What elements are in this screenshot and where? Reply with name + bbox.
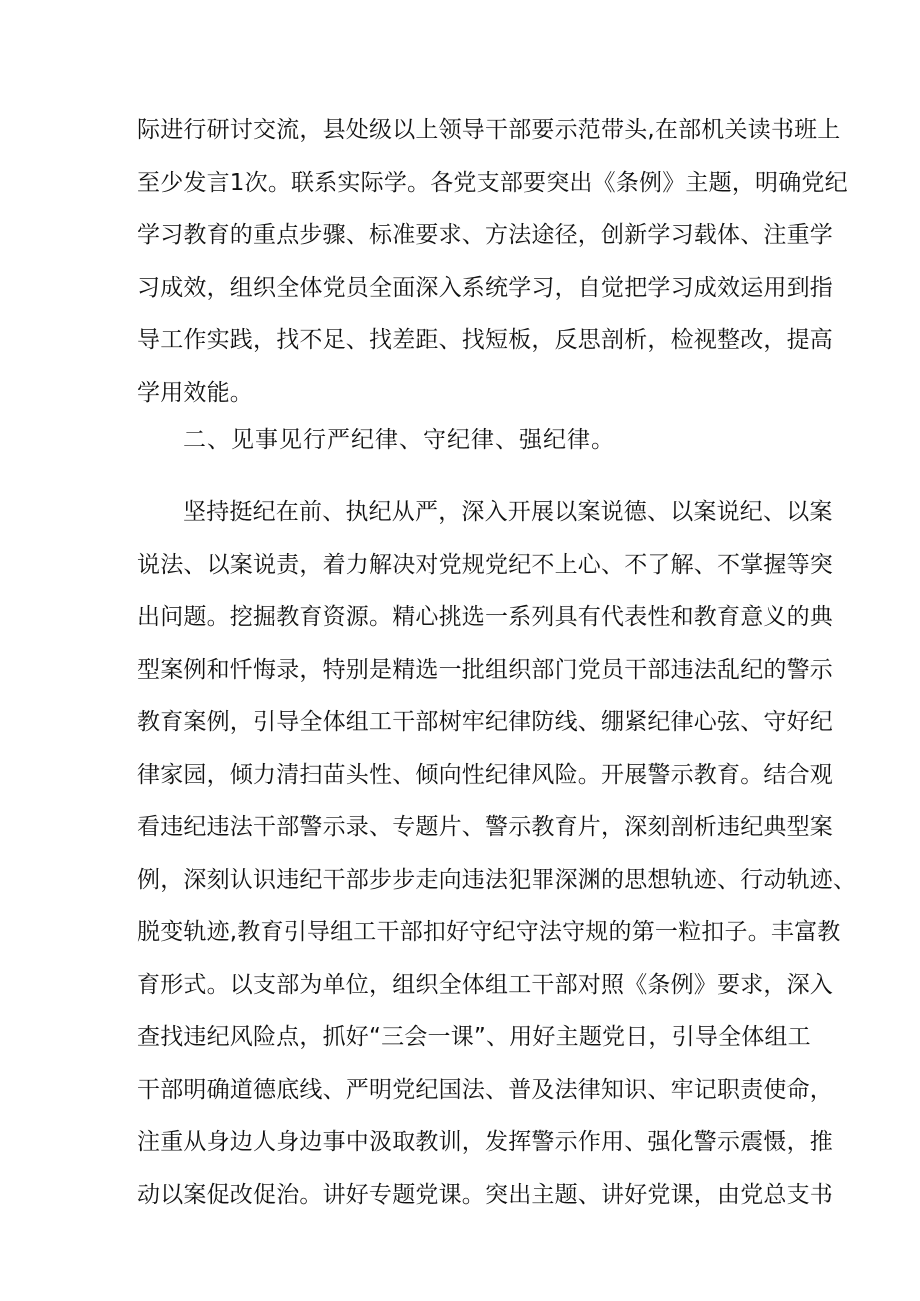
text-line: 干部明确道德底线、严明党纪国法、普及法律知识、牢记职责使命， [137,1076,833,1103]
paragraph-1 [137,104,848,419]
text-line: 学用效能。 [137,379,253,406]
text-line: 学习教育的重点步骤、标准要求、方法途径，创新学习载体、注重学 [137,222,833,248]
text-line: 查找违纪风险点，抓好“三会一课”、用好主题党日，引导全体组工 [137,1024,811,1050]
text-line: 际进行研讨交流，县处级以上领导干部要示范带头,在部机关读书班上 [137,117,841,143]
text-line: 习成效，组织全体党员全面深入系统学习，自觉把学习成效运用到指 [137,274,833,301]
text-line: 动以案促改促治。讲好专题党课。突出主题、讲好党课，由党总支书 [137,1181,833,1208]
text-line: 育形式。以支部为单位，组织全体组工干部对照《条例》要求，深入 [137,971,833,998]
text-line: 导工作实践，找不足、找差距、找短板，反思剖析，检视整改，提高 [137,327,833,353]
text-line: 至少发言1次。联系实际学。各党支部要突出《条例》主题，明确党纪 [137,169,848,196]
section-heading: 二、见事见行严纪律、守纪律、强纪律。 [183,427,615,453]
text-line: 坚持挺纪在前、执纪从严，深入开展以案说德、以案说纪、以案 [183,499,833,525]
text-line: 型案例和忏悔录，特别是精选一批组织部门党员干部违法乱纪的警示 [137,656,833,683]
text-line: 说法、以案说责，着力解决对党规党纪不上心、不了解、不掌握等突 [137,551,833,578]
text-line: 例，深刻认识违纪干部步步走向违法犯罪深渊的思想轨迹、行动轨迹、 [137,866,857,893]
paragraph-2 [137,486,857,1221]
text-line: 律家园，倾力清扫苗头性、倾向性纪律风险。开展警示教育。结合观 [137,761,833,788]
text-line: 脱变轨迹,教育引导组工干部扣好守纪守法守规的第一粒扣子。丰富教 [137,919,841,945]
text-line: 看违纪违法干部警示录、专题片、警示教育片，深刻剖析违纪典型案 [137,814,833,840]
text-line: 出问题。挖掘教育资源。精心挑选一系列具有代表性和教育意义的典 [137,604,833,630]
text-line: 教育案例，引导全体组工干部树牢纪律防线、绷紧纪律心弦、守好纪 [137,709,833,735]
text-line: 注重从身边人身边事中汲取教训，发挥警示作用、强化警示震慑，推 [137,1129,833,1155]
